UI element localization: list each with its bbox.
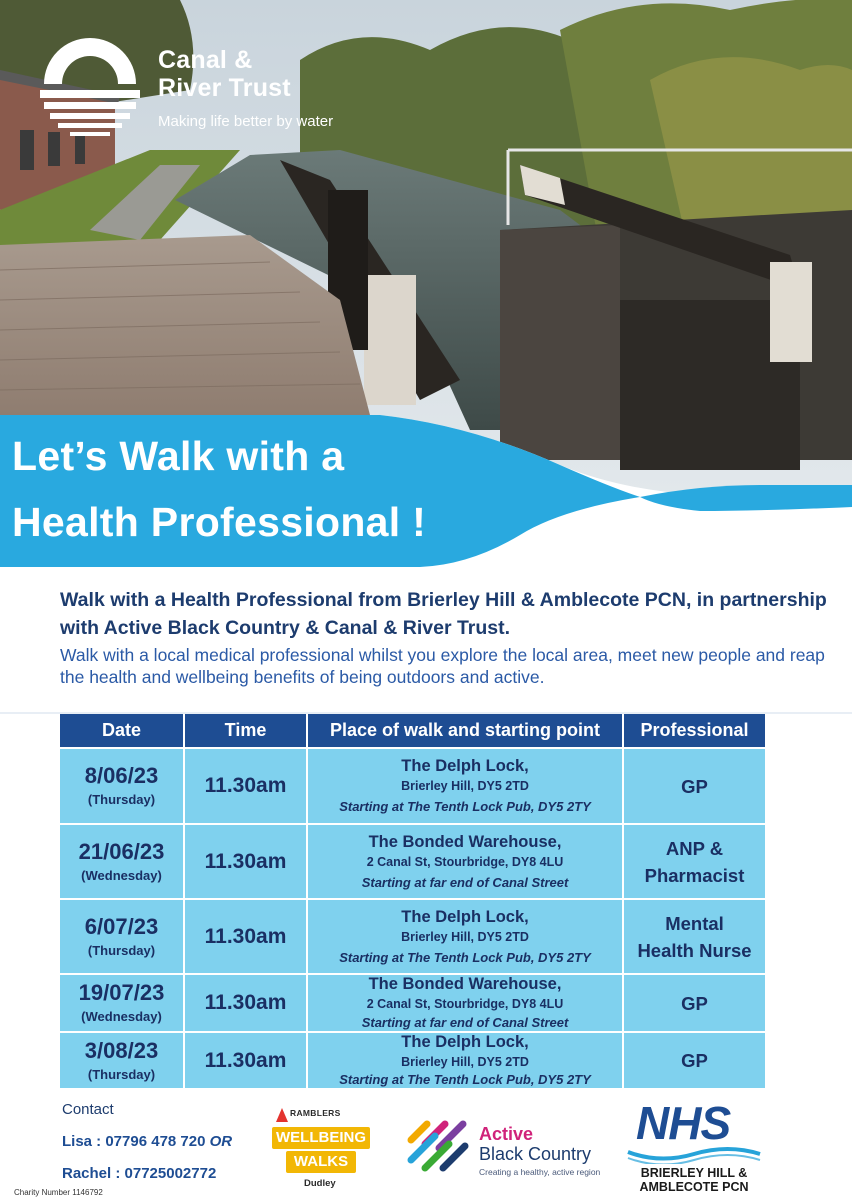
place-cell xyxy=(308,825,622,898)
date-cell xyxy=(60,975,183,1031)
walk-day: (Thursday) xyxy=(87,942,156,958)
walk-start-point: Starting at The Tenth Lock Pub, DY5 2TY xyxy=(339,1072,591,1087)
walk-day: (Thursday) xyxy=(87,792,156,807)
walk-professional: Mental xyxy=(665,912,724,934)
contact-rachel-phone: Rachel : 07725002772 xyxy=(62,1165,217,1182)
walk-professional-line2: Pharmacist xyxy=(644,864,745,886)
walk-address: Brierley Hill, DY5 2TD xyxy=(401,929,529,944)
walk-place: The Bonded Warehouse, xyxy=(368,975,562,993)
column-header-time: Time xyxy=(185,714,306,747)
column-header-professional: Professional xyxy=(624,714,765,747)
active-black-country-logo xyxy=(405,1110,615,1180)
table-row xyxy=(60,749,765,823)
org-name-line2: River Trust xyxy=(158,74,291,102)
walk-date: 8/06/23 xyxy=(84,763,159,788)
date-cell xyxy=(60,1033,183,1088)
contact-lisa xyxy=(62,1133,232,1150)
walk-day: (Wednesday) xyxy=(81,1009,162,1024)
org-name xyxy=(158,46,291,102)
time-cell xyxy=(185,825,306,898)
walk-time: 11.30am xyxy=(204,991,287,1014)
table-row xyxy=(60,1033,765,1088)
walk-professional: ANP & xyxy=(665,837,724,859)
place-cell xyxy=(308,900,622,973)
walk-professional: GP xyxy=(681,1050,708,1071)
walk-time: 11.30am xyxy=(204,774,287,797)
walk-place: The Delph Lock, xyxy=(401,907,529,926)
org-tagline: Making life better by water xyxy=(158,113,334,130)
walk-date: 3/08/23 xyxy=(84,1037,159,1063)
walk-place: The Bonded Warehouse, xyxy=(368,832,562,851)
ramblers-logo xyxy=(270,1108,372,1190)
nhs-logo xyxy=(624,1096,764,1200)
professional-cell xyxy=(624,749,765,823)
ramblers-wellbeing: WELLBEING xyxy=(272,1127,370,1149)
page-title xyxy=(12,423,426,555)
canal-river-trust-icon xyxy=(36,34,144,142)
walk-address: Brierley Hill, DY5 2TD xyxy=(401,779,529,793)
date-cell xyxy=(60,825,183,898)
abc-name-line2: Black Country xyxy=(479,1144,592,1164)
walk-address: 2 Canal St, Stourbridge, DY8 4LU xyxy=(366,854,564,869)
professional-cell xyxy=(624,1033,765,1088)
walk-time: 11.30am xyxy=(204,849,287,873)
column-header-place: Place of walk and starting point xyxy=(308,714,622,747)
org-name-line1: Canal & xyxy=(158,46,253,74)
ramblers-place: Dudley xyxy=(304,1178,336,1189)
contact-title: Contact xyxy=(62,1101,114,1118)
walk-date: 19/07/23 xyxy=(78,980,165,1005)
place-cell xyxy=(308,749,622,823)
walk-professional-line2: Health Nurse xyxy=(637,939,752,961)
place-cell xyxy=(308,1033,622,1088)
walk-start-point: Starting at far end of Canal Street xyxy=(361,1015,569,1030)
ramblers-walks: WALKS xyxy=(286,1151,356,1173)
walk-place: The Delph Lock, xyxy=(401,1033,529,1051)
walk-date: 6/07/23 xyxy=(84,913,159,939)
pcn-name-line2: AMBLECOTE PCN xyxy=(639,1180,749,1194)
walk-professional: GP xyxy=(681,775,708,797)
page-title-line1: Let’s Walk with a xyxy=(12,433,345,479)
active-black-country-icon xyxy=(405,1110,473,1178)
walk-time: 11.30am xyxy=(204,924,287,948)
ramblers-icon xyxy=(276,1108,288,1122)
abc-tagline: Creating a healthy, active region xyxy=(479,1167,601,1177)
time-cell xyxy=(185,749,306,823)
nhs-wordmark: NHS xyxy=(636,1097,731,1149)
nhs-wave-icon xyxy=(626,1144,762,1164)
walk-start-point: Starting at The Tenth Lock Pub, DY5 2TY xyxy=(339,949,591,965)
hero-photo xyxy=(0,0,852,575)
pcn-name-line1: BRIERLEY HILL & xyxy=(640,1166,748,1180)
walk-place: The Delph Lock, xyxy=(401,757,529,775)
place-cell xyxy=(308,975,622,1031)
walk-address: Brierley Hill, DY5 2TD xyxy=(401,1055,529,1069)
pcn-name xyxy=(624,1166,764,1194)
professional-cell xyxy=(624,975,765,1031)
table-row xyxy=(60,825,765,898)
charity-number: Charity Number 1146792 xyxy=(14,1188,103,1197)
abc-name-line1: Active xyxy=(479,1124,534,1144)
walk-day: (Wednesday) xyxy=(81,867,162,883)
professional-cell xyxy=(624,900,765,973)
professional-cell xyxy=(624,825,765,898)
contact-or: OR xyxy=(209,1133,233,1150)
column-header-date: Date xyxy=(60,714,183,747)
footer xyxy=(0,1088,852,1200)
walk-professional: GP xyxy=(681,992,708,1014)
date-cell xyxy=(60,900,183,973)
table-row xyxy=(60,975,765,1031)
walk-date: 21/06/23 xyxy=(78,838,165,864)
intro-section xyxy=(60,586,840,688)
walk-time: 11.30am xyxy=(204,1048,287,1072)
table-row xyxy=(60,900,765,973)
time-cell xyxy=(185,975,306,1031)
canal-river-trust-logo xyxy=(36,34,376,144)
time-cell xyxy=(185,1033,306,1088)
time-cell xyxy=(185,900,306,973)
date-cell xyxy=(60,749,183,823)
walk-start-point: Starting at The Tenth Lock Pub, DY5 2TY xyxy=(339,799,591,814)
ramblers-name: RAMBLERS xyxy=(290,1108,341,1118)
intro-body: Walk with a local medical professional whilst you explore the local area, meet new people and reap the health and wellbeing benefits of being outdoors and active. xyxy=(60,645,825,687)
intro-lead: Walk with a Health Professional from Brierley Hill & Amblecote PCN, in partnership with Active Black Country & Canal & River Trust. xyxy=(60,589,827,639)
contact-lisa-phone: Lisa : 07796 478 720 xyxy=(62,1133,206,1150)
walk-schedule-table xyxy=(60,714,765,1088)
walk-start-point: Starting at far end of Canal Street xyxy=(361,874,569,890)
page-title-line2: Health Professional ! xyxy=(12,499,427,545)
walk-address: 2 Canal St, Stourbridge, DY8 4LU xyxy=(366,997,564,1011)
walk-day: (Thursday) xyxy=(87,1066,156,1082)
